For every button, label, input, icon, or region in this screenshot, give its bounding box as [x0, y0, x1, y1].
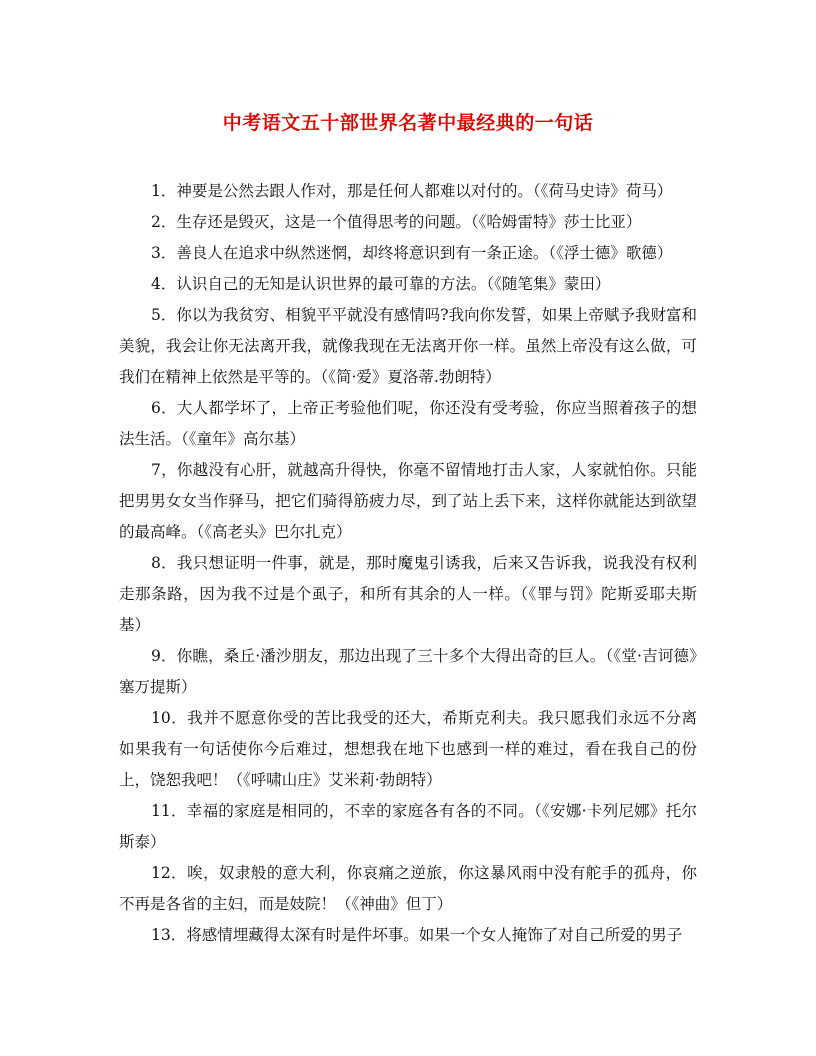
paragraph-11: 11．幸福的家庭是相同的，不幸的家庭各有各的不同。（《安娜·卡列尼娜》托尔斯泰）	[119, 802, 697, 851]
paragraph-8: 8．我只想证明一件事，就是，那时魔鬼引诱我，后来又告诉我，说我没有权利走那条路，因为我不过是个虱子，和所有其余的人一样。（《罪与罚》陀斯妥耶夫斯基）	[119, 554, 697, 634]
document-title: 中考语文五十部世界名著中最经典的一句话	[222, 112, 594, 134]
paragraph-7: 7，你越没有心肝，就越高升得快，你毫不留情地打击人家，人家就怕你。只能把男男女女当作驿马，把它们骑得筋疲力尽，到了站上丢下来，这样你就能达到欲望的最高峰。（《高老头》巴尔扎克）	[119, 461, 697, 541]
paragraph-6: 6．大人都学坏了，上帝正考验他们呢，你还没有受考验，你应当照着孩子的想法生活。（《童年》高尔基）	[119, 399, 697, 448]
paragraph-10: 10．我并不愿意你受的苦比我受的还大，希斯克利夫。我只愿我们永远不分离如果我有一句话使你今后难过，想想我在地下也感到一样的难过，看在我自己的份上，饶恕我吧！（《呼啸山庄》艾米莉·勃朗特）	[119, 709, 697, 789]
paragraph-3: 3．善良人在追求中纵然迷惘，却终将意识到有一条正途。（《浮士德》歌德）	[151, 244, 673, 262]
paragraph-1: 1．神要是公然去跟人作对，那是任何人都难以对付的。（《荷马史诗》荷马）	[151, 182, 673, 200]
paragraph-4: 4．认识自己的无知是认识世界的最可靠的方法。（《随笔集》蒙田）	[151, 275, 611, 293]
document-body	[119, 176, 697, 951]
paragraph-13: 13．将感情埋藏得太深有时是件坏事。如果一个女人掩饰了对自己所爱的男子	[151, 926, 683, 944]
paragraph-5: 5．你以为我贫穷、相貌平平就没有感情吗?我向你发誓，如果上帝赋予我财富和美貌，我会让你无法离开我，就像我现在无法离开你一样。虽然上帝没有这么做，可我们在精神上依然是平等的。（《简·爱》夏洛蒂.勃朗特）	[119, 306, 697, 386]
paragraph-12: 12．唉，奴隶般的意大利，你哀痛之逆旅，你这暴风雨中没有舵手的孤舟，你不再是各省的主妇，而是妓院！（《神曲》但丁）	[119, 864, 697, 913]
paragraph-2: 2．生存还是毁灭，这是一个值得思考的问题。（《哈姆雷特》莎士比亚）	[151, 213, 642, 231]
paragraph-9: 9．你瞧，桑丘·潘沙朋友，那边出现了三十多个大得出奇的巨人。（《堂·吉诃德》塞万提斯）	[119, 647, 697, 696]
